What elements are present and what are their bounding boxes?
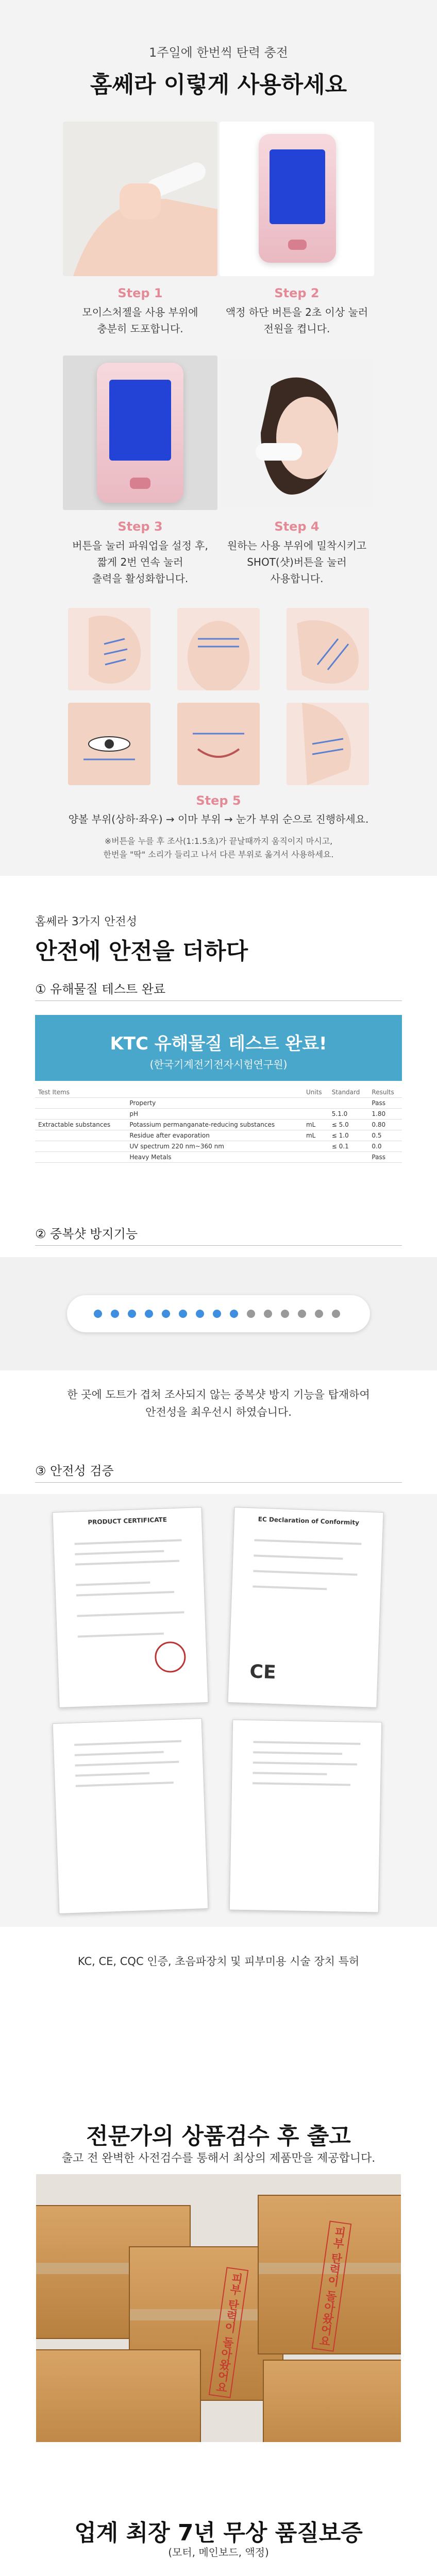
- warranty-sub: (모터, 메인보드, 액정): [168, 2546, 269, 2558]
- step1-label: Step 1: [117, 286, 163, 300]
- face-model-icon: [220, 355, 374, 510]
- box-image: [258, 2195, 401, 2354]
- inactive-dot-icon: [247, 1310, 255, 1318]
- patent-certificate: [53, 1718, 209, 1914]
- table-row: [35, 1120, 402, 1130]
- table-header: Test Items: [35, 1087, 126, 1098]
- active-dot-icon: [230, 1310, 238, 1318]
- ktc-banner-sub: (한국기계전기전자시험연구원): [149, 1058, 288, 1071]
- safety-verify-heading: ③ 안전성 검증: [35, 1464, 114, 1478]
- table-cell: Residue after evaporation: [126, 1130, 303, 1141]
- face-illustration-cheek: [68, 608, 150, 690]
- ec-declaration: EC Declaration of Conformity CE: [227, 1507, 383, 1708]
- inactive-dot-icon: [264, 1310, 272, 1318]
- active-dot-icon: [94, 1310, 102, 1318]
- inactive-dot-icon: [315, 1310, 323, 1318]
- dot-array-bar: [67, 1295, 370, 1332]
- seal-icon: [154, 1641, 186, 1673]
- boxes-photo: [36, 2174, 401, 2442]
- table-cell: 0.80: [368, 1120, 402, 1130]
- table-row: [35, 1152, 402, 1163]
- divider: [35, 1245, 402, 1246]
- table-cell: [303, 1152, 329, 1163]
- step4-desc: 원하는 사용 부위에 밀착시키고 SHOT(샷)버튼을 눌러 사용합니다.: [227, 539, 367, 585]
- power-button-icon: [288, 240, 307, 250]
- safety-title: 안전에 안전을 더하다: [35, 938, 248, 964]
- step1-desc: 모이스처젤을 사용 부위에 충분히 도포합니다.: [82, 306, 198, 335]
- safety-section: [0, 876, 437, 2117]
- active-dot-icon: [213, 1310, 221, 1318]
- cert-desc: KC, CE, CQC 인증, 초음파장치 및 피부미용 시술 장치 특허: [77, 1955, 360, 1968]
- table-cell: Extractable substances: [35, 1120, 126, 1130]
- stamp: 피부 탄력이 돌아왔어요: [312, 2221, 352, 2352]
- table-cell: [303, 1141, 329, 1152]
- step3-desc: 버튼을 눌러 파워업을 설정 후, 짧게 2번 연속 눌러 출력을 활성화합니다.: [72, 539, 208, 585]
- inactive-dot-icon: [281, 1310, 289, 1318]
- step4-label: Step 4: [274, 519, 320, 534]
- table-cell: ≤ 0.1: [329, 1141, 369, 1152]
- inspection-desc: 출고 전 완벽한 사전검수를 통해서 최상의 제품만을 제공합니다.: [61, 2152, 376, 2165]
- table-cell: mL: [303, 1130, 329, 1141]
- table-cell: Pass: [368, 1152, 402, 1163]
- table-cell: [329, 1098, 369, 1109]
- table-cell: 0.5: [368, 1130, 402, 1141]
- table-cell: [35, 1098, 126, 1109]
- step5-label: Step 5: [196, 793, 241, 808]
- dot-bar-panel: [0, 1257, 437, 1370]
- table-row: [35, 1130, 402, 1141]
- warranty-title: 업계 최장 7년 무상 품질보증: [74, 2520, 363, 2546]
- ktc-banner-title: KTC 유해물질 테스트 완료!: [110, 1033, 327, 1054]
- face-illustration-forehead: [177, 608, 260, 690]
- table-header: Results: [368, 1087, 402, 1098]
- ce-mark-icon: CE: [249, 1661, 277, 1684]
- table-cell: ≤ 1.0: [329, 1130, 369, 1141]
- product-certificate: PRODUCT CERTIFICATE: [52, 1507, 208, 1708]
- device-image: [259, 134, 336, 263]
- step2-desc: 액정 하단 버튼을 2초 이상 눌러 전원을 켭니다.: [225, 306, 368, 335]
- active-dot-icon: [162, 1310, 170, 1318]
- patent-certificate: [229, 1719, 382, 1912]
- table-row: [35, 1109, 402, 1120]
- shot-button-icon: [130, 478, 150, 489]
- active-dot-icon: [196, 1310, 204, 1318]
- face-illustration-eye: [68, 703, 150, 785]
- table-cell: ≤ 5.0: [329, 1120, 369, 1130]
- step1-photo: [63, 122, 217, 276]
- active-dot-icon: [128, 1310, 136, 1318]
- step3-label: Step 3: [117, 519, 163, 534]
- divider: [35, 1482, 402, 1483]
- hand-device-illustration-icon: [63, 122, 217, 276]
- table-cell: [329, 1152, 369, 1163]
- table-cell: [35, 1130, 126, 1141]
- face-illustration-mouth: [177, 703, 260, 785]
- how-note: ※버튼을 누를 후 조사(1:1.5초)가 끝날때까지 움직이지 마시고, 한번을 "딱" 소리가 들리고 나서 다른 부위로 옮겨서 사용하세요.: [103, 836, 334, 859]
- table-cell: Heavy Metals: [126, 1152, 303, 1163]
- table-row: [35, 1141, 402, 1152]
- how-title: 홈쎄라 이렇게 사용하세요: [90, 72, 347, 98]
- face-illustration-jaw: [287, 608, 369, 690]
- table-row: [35, 1098, 402, 1109]
- double-shot-heading: ② 중복샷 방지기능: [35, 1227, 138, 1241]
- active-dot-icon: [179, 1310, 187, 1318]
- inspection-section: [0, 2117, 437, 2478]
- box-image: [263, 2360, 401, 2442]
- table-cell: 1.80: [368, 1109, 402, 1120]
- step4-photo: [220, 355, 374, 510]
- step5-desc: 양볼 부위(상하·좌우) → 이마 부위 → 눈가 부위 순으로 진행하세요.: [68, 813, 369, 825]
- warranty-section: [0, 2478, 437, 2576]
- table-header: Standard: [329, 1087, 369, 1098]
- table-header: [126, 1087, 303, 1098]
- table-cell: Pass: [368, 1098, 402, 1109]
- table-cell: UV spectrum 220 nm~360 nm: [126, 1141, 303, 1152]
- table-cell: Potassium permanganate-reducing substances: [126, 1120, 303, 1130]
- table-header: Units: [303, 1087, 329, 1098]
- table-cell: [35, 1152, 126, 1163]
- box-image: [36, 2349, 201, 2442]
- step3-photo: [63, 355, 217, 510]
- table-cell: 5.1.0: [329, 1109, 369, 1120]
- test-result-table: [35, 1087, 402, 1163]
- device-image: [97, 363, 183, 503]
- harmful-test-heading: ① 유해물질 테스트 완료: [35, 982, 166, 996]
- table-cell: [303, 1098, 329, 1109]
- table-cell: Property: [126, 1098, 303, 1109]
- step2-label: Step 2: [274, 286, 320, 300]
- how-subtitle: 1주일에 한번씩 탄력 충전: [149, 45, 288, 60]
- stamp: 피부 탄력이 돌아왔어요: [209, 2267, 249, 2398]
- double-shot-desc: 한 곳에 도트가 겹쳐 조사되지 않는 중복샷 방지 기능을 탑재하여 안전성을 최우선시 하였습니다.: [67, 1388, 370, 1418]
- active-dot-icon: [111, 1310, 119, 1318]
- table-cell: [303, 1109, 329, 1120]
- ktc-banner: [35, 1015, 402, 1081]
- table-cell: [35, 1109, 126, 1120]
- table-cell: [35, 1141, 126, 1152]
- certificate-gallery: [0, 1494, 437, 1927]
- safety-subtitle: 홈쎄라 3가지 안전성: [35, 916, 137, 928]
- table-cell: 0.0: [368, 1141, 402, 1152]
- how-to-use-section: [0, 0, 437, 876]
- face-illustration-neck: [287, 703, 369, 785]
- inactive-dot-icon: [298, 1310, 306, 1318]
- inspection-title: 전문가의 상품검수 후 출고: [86, 2123, 351, 2149]
- table-cell: mL: [303, 1120, 329, 1130]
- inactive-dot-icon: [332, 1310, 340, 1318]
- active-dot-icon: [145, 1310, 153, 1318]
- table-cell: pH: [126, 1109, 303, 1120]
- step2-photo: [220, 122, 374, 276]
